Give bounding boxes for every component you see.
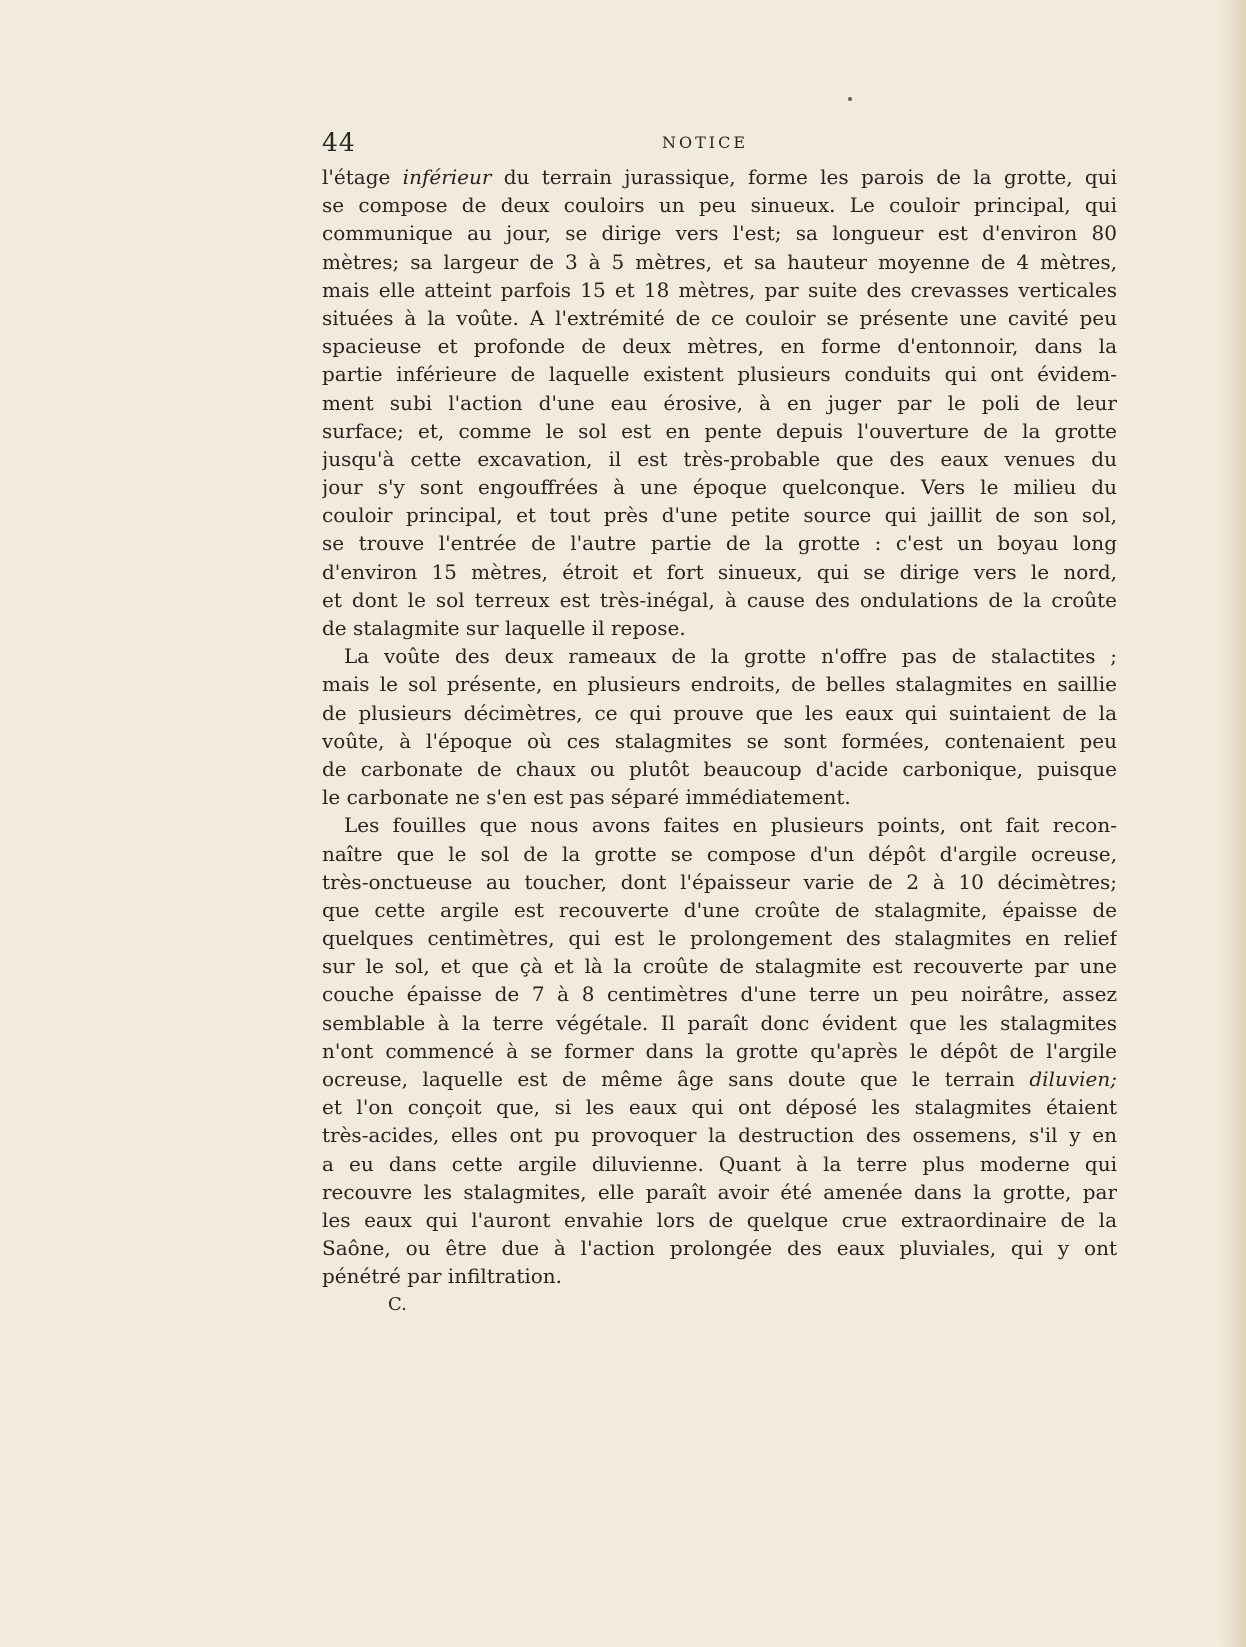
text-line: a eu dans cette argile diluvienne. Quant à la terre plus moderne qui — [322, 1151, 1117, 1176]
text-line: voûte, à l'époque où ces stalagmites se sont formées, contenaient peu — [322, 728, 1117, 753]
text-line: mais le sol présente, en plusieurs endroits, de belles stalagmites en saillie — [322, 672, 1117, 697]
text-line: couche épaisse de 7 à 8 centimètres d'une terre un peu noirâtre, assez — [322, 982, 1117, 1007]
text-line: de carbonate de chaux ou plutôt beaucoup d'acide carbonique, puisque — [322, 756, 1117, 781]
text-line: spacieuse et profonde de deux mètres, en forme d'entonnoir, dans la — [322, 334, 1117, 359]
text-line: sur le sol, et que çà et là la croûte de stalagmite est recouverte par une — [322, 954, 1117, 979]
paragraph — [322, 642, 1117, 811]
text-line: partie inférieure de laquelle existent plusieurs conduits qui ont évidem- — [322, 362, 1117, 387]
text-line: semblable à la terre végétale. Il paraît donc évident que les stalagmites — [322, 1010, 1117, 1035]
text-line: jusqu'à cette excavation, il est très-probable que des eaux venues du — [322, 446, 1117, 471]
text-line: se trouve l'entrée de l'autre partie de la grotte : c'est un boyau long — [322, 531, 1117, 556]
text-line: de plusieurs décimètres, ce qui prouve que les eaux qui suintaient de la — [322, 700, 1117, 725]
paragraph — [322, 163, 1117, 642]
text-line: d'environ 15 mètres, étroit et fort sinueux, qui se dirige vers le nord, — [322, 559, 1117, 584]
text-line: naître que le sol de la grotte se compose d'un dépôt d'argile ocreuse, — [322, 841, 1117, 866]
text-line: mais elle atteint parfois 15 et 18 mètres, par suite des crevasses verticales — [322, 277, 1117, 302]
page-number: 44 — [322, 128, 356, 157]
text-line: le carbonate ne s'en est pas séparé immédiatement. — [322, 785, 851, 810]
page-edge-shadow — [1220, 0, 1246, 1647]
running-title: NOTICE — [662, 133, 749, 152]
print-speck — [848, 97, 852, 101]
text-line: de stalagmite sur laquelle il repose. — [322, 616, 686, 640]
signature: C. — [388, 1293, 407, 1315]
text-line: communique au jour, se dirige vers l'est; sa longueur est d'environ 80 — [322, 221, 1117, 246]
italic-term: inférieur — [402, 165, 492, 189]
page-header — [322, 128, 1117, 156]
text-line: très-acides, elles ont pu provoquer la destruction des ossemens, s'il y en — [322, 1123, 1117, 1148]
text-line: et dont le sol terreux est très-inégal, à cause des ondulations de la croûte — [322, 587, 1117, 612]
text-line: mètres; sa largeur de 3 à 5 mètres, et sa hauteur moyenne de 4 mètres, — [322, 249, 1117, 274]
text-line: jour s'y sont engouffrées à une époque quelconque. Vers le milieu du — [322, 475, 1117, 500]
text-line: Les fouilles que nous avons faites en plusieurs points, ont fait recon- — [344, 813, 1117, 838]
text-line: très-onctueuse au toucher, dont l'épaisseur varie de 2 à 10 décimètres; — [322, 869, 1117, 894]
paragraph — [322, 811, 1117, 1290]
italic-term: diluvien; — [1029, 1067, 1117, 1091]
text-line: et l'on conçoit que, si les eaux qui ont déposé les stalagmites étaient — [322, 1095, 1117, 1120]
text-line: recouvre les stalagmites, elle paraît avoir été amenée dans la grotte, par — [322, 1179, 1117, 1204]
text-line: se compose de deux couloirs un peu sinueux. Le couloir principal, qui — [322, 193, 1117, 218]
text-line: surface; et, comme le sol est en pente depuis l'ouverture de la grotte — [322, 418, 1117, 443]
text-line: les eaux qui l'auront envahie lors de quelque crue extraordinaire de la — [322, 1207, 1117, 1232]
text-line: l'étage inférieur du terrain jurassique, forme les parois de la grotte, qui — [322, 165, 1117, 189]
body-text — [322, 163, 1117, 1319]
text-line: Saône, ou être due à l'action prolongée des eaux pluviales, qui y ont — [322, 1236, 1117, 1261]
text-line: La voûte des deux rameaux de la grotte n'offre pas de stalactites ; — [344, 644, 1117, 669]
text-line: situées à la voûte. A l'extrémité de ce couloir se présente une cavité peu — [322, 305, 1117, 330]
text-line: n'ont commencé à se former dans la grotte qu'après le dépôt de l'argile — [322, 1038, 1117, 1063]
text-line: que cette argile est recouverte d'une croûte de stalagmite, épaisse de — [322, 897, 1117, 922]
text-line: quelques centimètres, qui est le prolongement des stalagmites en relief — [322, 926, 1117, 951]
text-line: couloir principal, et tout près d'une petite source qui jaillit de son sol, — [322, 503, 1117, 528]
text-line: ment subi l'action d'une eau érosive, à en juger par le poli de leur — [322, 390, 1117, 415]
text-line: pénétré par infiltration. — [322, 1264, 563, 1289]
text-line: ocreuse, laquelle est de même âge sans doute que le terrain diluvien; — [322, 1067, 1117, 1091]
